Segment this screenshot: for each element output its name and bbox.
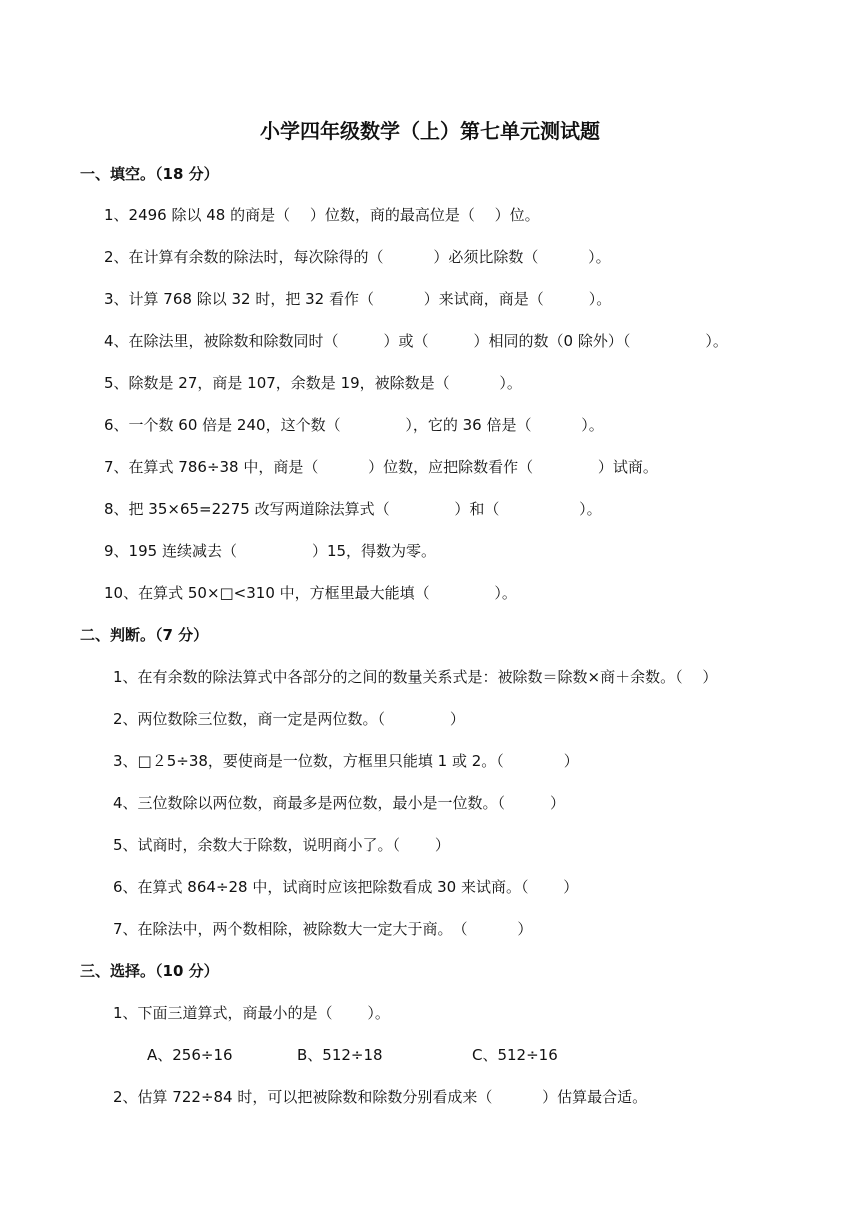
- choice-option-b: B、512÷18: [297, 1046, 383, 1064]
- question-item: 7、在除法中，两个数相除，被除数大一定大于商。 （ ）: [113, 920, 533, 938]
- question-item: 1、在有余数的除法算式中各部分的之间的数量关系式是：被除数＝除数×商＋余数。（ ）: [113, 668, 718, 686]
- choice-option-a: A、256÷16: [147, 1046, 233, 1064]
- question-item: 7、在算式 786÷38 中，商是（ ）位数，应把除数看作（ ）试商。: [104, 458, 658, 476]
- question-item: 3、□２5÷38，要使商是一位数，方框里只能填 1 或 2。（ ）: [113, 752, 579, 770]
- question-item: 4、三位数除以两位数，商最多是两位数，最小是一位数。（ ）: [113, 794, 566, 812]
- section-heading-multiple-choice: 三、选择。（10 分）: [80, 962, 219, 980]
- question-item: 1、下面三道算式，商最小的是（ ）。: [113, 1004, 390, 1022]
- question-item: 2、在计算有余数的除法时，每次除得的（ ）必须比除数（ ）。: [104, 248, 611, 266]
- question-item: 10、在算式 50×□<310 中，方框里最大能填（ ）。: [104, 584, 517, 602]
- question-item: 9、195 连续减去（ ）15，得数为零。: [104, 542, 437, 560]
- question-item: 8、把 35×65=2275 改写两道除法算式（ ）和（ ）。: [104, 500, 602, 518]
- choice-option-c: C、512÷16: [472, 1046, 558, 1064]
- section-heading-true-false: 二、判断。（7 分）: [80, 626, 209, 644]
- question-item: 5、试商时，余数大于除数，说明商小了。（ ）: [113, 836, 450, 854]
- section-heading-fill-in: 一、填空。（18 分）: [80, 165, 219, 183]
- question-item: 2、两位数除三位数，商一定是两位数。（ ）: [113, 710, 465, 728]
- question-item: 5、除数是 27，商是 107，余数是 19，被除数是（ ）。: [104, 374, 522, 392]
- page-title: 小学四年级数学（上）第七单元测试题: [260, 119, 600, 143]
- question-item: 2、估算 722÷84 时，可以把被除数和除数分别看成来（ ）估算最合适。: [113, 1088, 648, 1106]
- question-item: 4、在除法里，被除数和除数同时（ ）或（ ）相同的数（0 除外）（ ）。: [104, 332, 728, 350]
- question-item: 6、一个数 60 倍是 240，这个数（ ），它的 36 倍是（ ）。: [104, 416, 604, 434]
- question-item: 6、在算式 864÷28 中，试商时应该把除数看成 30 来试商。（ ）: [113, 878, 579, 896]
- question-item: 3、计算 768 除以 32 时，把 32 看作（ ）来试商，商是（ ）。: [104, 290, 612, 308]
- question-item: 1、2496 除以 48 的商是（ ）位数，商的最高位是（ ）位。: [104, 206, 540, 224]
